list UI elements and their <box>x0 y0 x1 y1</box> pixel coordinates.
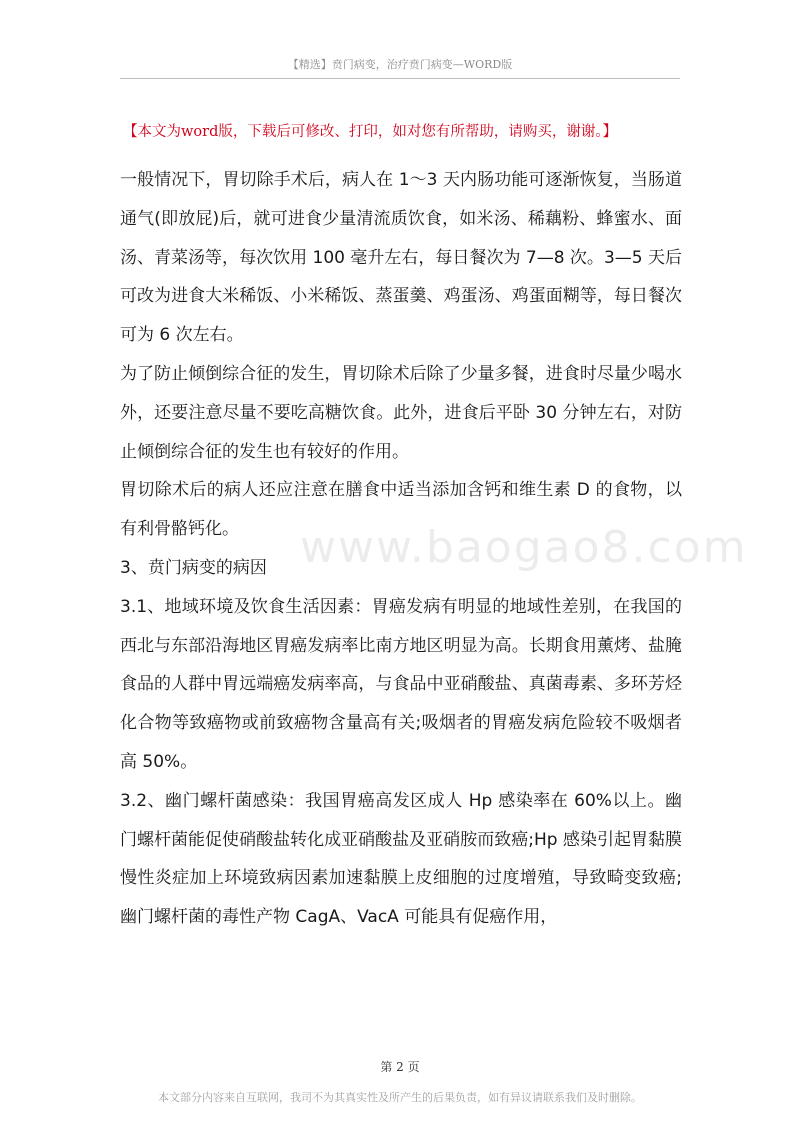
download-notice: 【本文为word版，下载后可修改、打印，如对您有所帮助，请购买，谢谢。】 <box>123 124 618 140</box>
paragraph-calcium-vitamin-d: 胃切除术后的病人还应注意在膳食中适当添加含钙和维生素 D 的食物，以有利骨骼钙化。 <box>120 480 682 540</box>
paragraph-helicobacter-pylori: 3.2、幽门螺杆菌感染：我国胃癌高发区成人 Hp 感染率在 60%以上。幽门螺杆菌能促使硝酸盐转化成亚硝酸盐及亚硝胺而致癌;Hp 感染引起胃黏膜慢性炎症加上环境致病因素加速黏膜上皮细胞的过度增殖，导致畸变致癌;幽门螺杆菌的毒性产物 CagA、VacA 可能具有促癌作用， <box>120 790 682 928</box>
document-body <box>120 161 682 937</box>
paragraph-environment-factors: 3.1、地域环境及饮食生活因素：胃癌发病有明显的地域性差别，在我国的西北与东部沿海地区胃癌发病率比南方地区明显为高。长期食用薰烤、盐腌食品的人群中胃远端癌发病率高，与食品中亚硝酸盐、真菌毒素、多环芳烃化合物等致癌物或前致癌物含量高有关;吸烟者的胃癌发病危险较不吸烟者高 50%。 <box>120 596 682 772</box>
page-footer-disclaimer: 本文部分内容来自互联网，我司不为其真实性及所产生的后果负责，如有异议请联系我们及时删除。 <box>158 1091 642 1104</box>
paragraph-dumping-syndrome: 为了防止倾倒综合征的发生，胃切除术后除了少量多餐，进食时尽量少喝水外，还要注意尽量不要吃高糖饮食。此外，进食后平卧 30 分钟左右，对防止倾倒综合征的发生也有较好的作用。 <box>120 363 682 462</box>
page-number: 第 2 页 <box>380 1060 420 1074</box>
watermark: www.baogao8.com <box>300 522 748 573</box>
section-heading-causes: 3、贲门病变的病因 <box>120 557 267 578</box>
page-header: 【精选】贲门病变，治疗贲门病变—WORD版 <box>120 56 680 79</box>
paragraph-diet-recovery: 一般情况下，胃切除手术后，病人在 1～3 天内肠功能可逐渐恢复，当肠道通气(即放屁)后，就可进食少量清流质饮食，如米汤、稀藕粉、蜂蜜水、面汤、青菜汤等，每次饮用 100 毫升左右，每日餐次为 7—8 次。3—5 天后可改为进食大米稀饭、小米稀饭、蒸蛋羹、鸡蛋汤、鸡蛋面糊等，每日餐次可为 6 次左右。 <box>120 170 682 346</box>
